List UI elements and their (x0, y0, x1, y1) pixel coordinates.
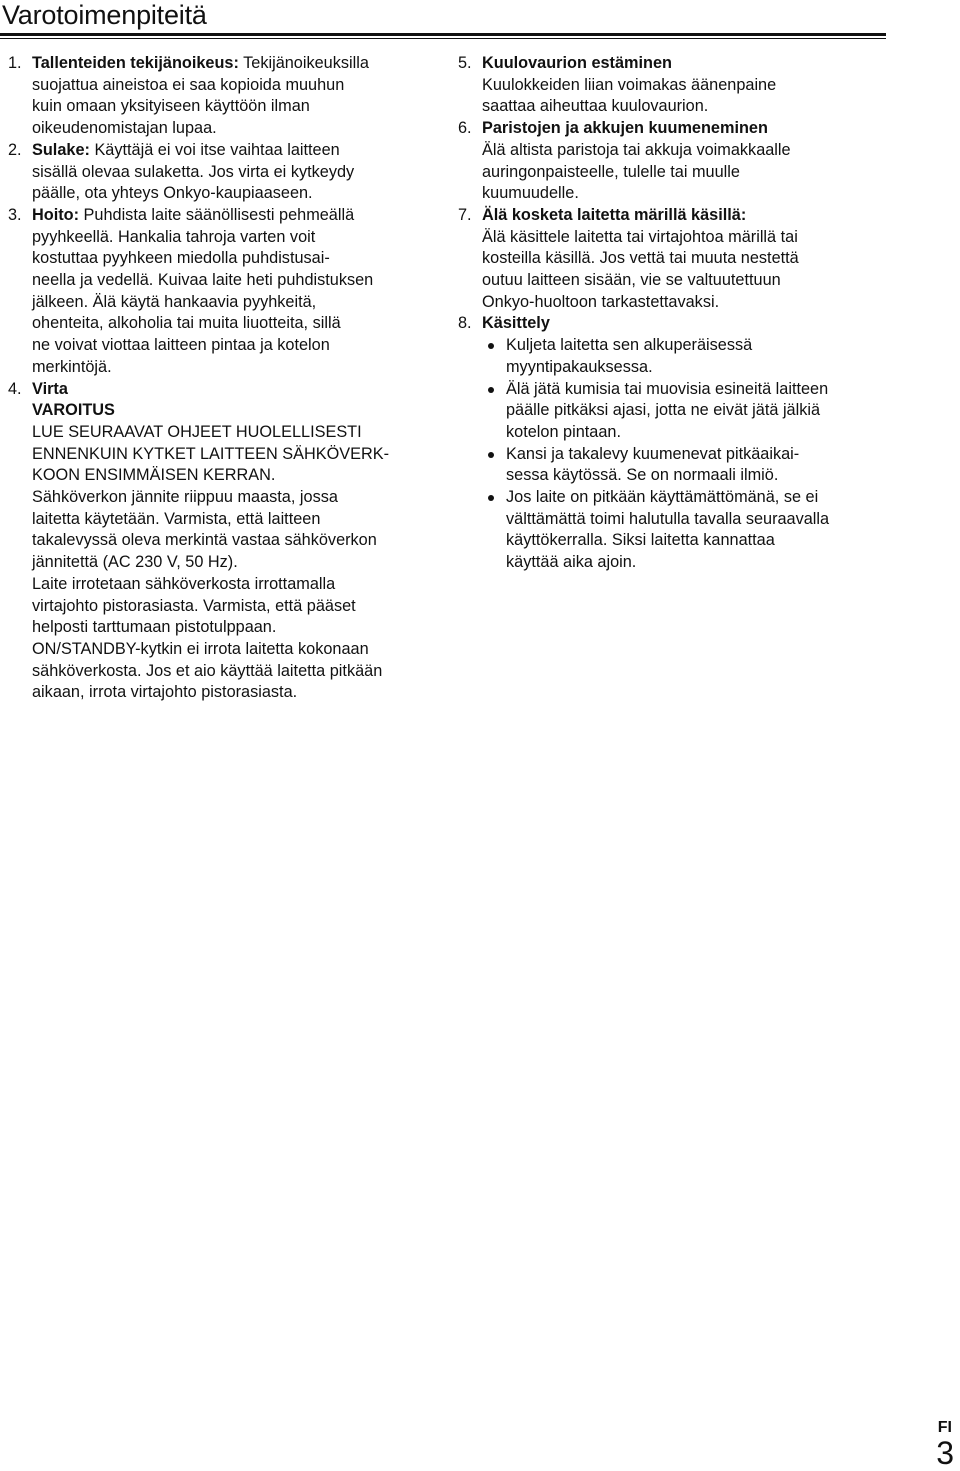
item-heading: Kuulovaurion estäminen (482, 54, 672, 72)
item-text: kostuttaa pyyhkeen miedolla puhdistusai- (32, 249, 330, 268)
item-number: 5. (458, 54, 472, 72)
language-code: FI (937, 1419, 952, 1436)
item-number: 8. (458, 314, 472, 333)
item-text: jännitettä (AC 230 V, 50 Hz). (32, 553, 238, 572)
item-text: Sähköverkon jännite riippuu maasta, jossa (32, 488, 338, 507)
bullet-item (482, 379, 888, 444)
bullet-text: välttämättä toimi halutulla tavalla seuraavalla (506, 509, 830, 528)
item-text: helposti tarttumaan pistotulppaan. (32, 618, 277, 637)
item-heading: Sulake: (32, 140, 90, 159)
item-heading: Tallenteiden tekijänoikeus: (32, 54, 239, 72)
warning-text: KOON ENSIMMÄISEN KERRAN. (32, 466, 276, 485)
warning-text: ENNENKUIN KYTKET LAITTEEN SÄHKÖVERK- (32, 444, 390, 463)
item-text: Älä käsittele laitetta tai virtajohtoa märillä tai (482, 227, 798, 246)
page-number: 3 (936, 1435, 954, 1471)
item-text: aikaan, irrota virtajohto pistorasiasta. (32, 683, 298, 702)
bullet-text: Kuljeta laitetta sen alkuperäisessä (506, 336, 753, 355)
item-text: Laite irrotetaan sähköverkosta irrottamalla (32, 574, 336, 593)
item-text: oikeudenomistajan lupaa. (32, 119, 217, 138)
item-fuse (8, 140, 448, 205)
item-text: laitetta käytetään. Varmista, että laitteen (32, 509, 321, 528)
bullet-text: käyttökerralla. Siksi laitetta kannattaa (506, 531, 775, 550)
item-text: auringonpaisteelle, tulelle tai muulle (482, 162, 740, 181)
item-care (8, 205, 448, 379)
item-text: virtajohto pistorasiasta. Varmista, että pääset (32, 596, 356, 615)
page-title: Varotoimenpiteitä (2, 0, 207, 30)
item-handling (458, 313, 888, 573)
item-text: ohenteita, alkoholia tai muita liuotteita, sillä (32, 314, 341, 333)
item-text: kuin omaan yksityiseen käyttöön ilman (32, 97, 310, 116)
bullet-item (482, 335, 888, 378)
item-heading: Virta (32, 379, 68, 398)
item-text: ne voivat viottaa laitteen pintaa ja kotelon (32, 336, 330, 355)
item-text: Onkyo-huoltoon tarkastettavaksi. (482, 292, 720, 311)
item-batteries (458, 118, 888, 205)
item-text: merkintöjä. (32, 357, 112, 376)
bullet-item (482, 487, 888, 574)
item-number: 1. (8, 54, 22, 72)
item-text: sisällä olevaa sulaketta. Jos virta ei kytkeydy (32, 162, 355, 181)
item-text: Kuulokkeiden liian voimakas äänenpaine (482, 75, 777, 94)
item-text: kuumuudelle. (482, 184, 579, 203)
item-text: takalevyssä oleva merkintä vastaa sähköverkon (32, 531, 377, 550)
handling-bullet-list (482, 335, 888, 574)
item-text: outuu laitteen sisään, vie se valtuutettuun (482, 271, 781, 290)
item-text: päälle, ota yhteys Onkyo-kaupiaaseen. (32, 184, 313, 203)
item-text: Käyttäjä ei voi itse vaihtaa laitteen (89, 140, 340, 159)
warning-heading: VAROITUS (32, 401, 115, 420)
item-copyright (8, 53, 448, 140)
item-hearing (458, 53, 888, 118)
item-text: neella ja vedellä. Kuivaa laite heti puhdistuksen (32, 271, 374, 290)
bullet-text: käyttää aika ajoin. (506, 553, 637, 572)
title-rule-thin (0, 38, 886, 39)
item-text: pyyhkeellä. Hankalia tahroja varten voit (32, 227, 316, 246)
item-text: jälkeen. Älä käytä hankaavia pyyhkeitä, (32, 292, 317, 311)
bullet-text: Kansi ja takalevy kuumenevat pitkäaikai- (506, 444, 800, 463)
item-text: Tekijänoikeuksilla (238, 54, 369, 72)
item-text: suojattua aineistoa ei saa kopioida muuhun (32, 75, 345, 94)
item-heading: Paristojen ja akkujen kuumeneminen (482, 119, 768, 138)
item-heading: Hoito: (32, 205, 80, 224)
warning-text: LUE SEURAAVAT OHJEET HUOLELLISESTI (32, 422, 362, 441)
item-heading: Älä kosketa laitetta märillä käsillä: (482, 205, 747, 224)
bullet-text: päälle pitkäksi ajasi, jotta ne eivät jätä jälkiä (506, 401, 821, 420)
item-number: 6. (458, 119, 472, 138)
bullet-text: Jos laite on pitkään käyttämättömänä, se ei (506, 488, 819, 507)
item-text: Puhdista laite säänöllisesti pehmeällä (79, 205, 355, 224)
bullet-text: Älä jätä kumisia tai muovisia esineitä laitteen (506, 379, 829, 398)
item-number: 2. (8, 140, 22, 159)
item-number: 3. (8, 205, 22, 224)
item-power (8, 379, 448, 705)
item-wet-hands (458, 205, 888, 314)
left-column (8, 53, 448, 704)
item-number: 4. (8, 379, 22, 398)
bullet-text: myyntipakauksessa. (506, 357, 653, 376)
item-heading: Käsittely (482, 314, 550, 333)
item-text: saattaa aiheuttaa kuulovaurion. (482, 97, 709, 116)
right-column (458, 53, 888, 574)
item-number: 7. (458, 205, 472, 224)
item-text: Älä altista paristoja tai akkuja voimakkaalle (482, 140, 791, 159)
bullet-item (482, 444, 888, 487)
item-text: sähköverkosta. Jos et aio käyttää laitetta pitkään (32, 661, 383, 680)
bullet-text: sessa käytössä. Se on normaali ilmiö. (506, 466, 779, 485)
item-text: ON/STANDBY-kytkin ei irrota laitetta kokonaan (32, 639, 369, 658)
item-text: kosteilla käsillä. Jos vettä tai muuta nestettä (482, 249, 799, 268)
title-rule (0, 33, 886, 36)
bullet-text: kotelon pintaan. (506, 422, 621, 441)
